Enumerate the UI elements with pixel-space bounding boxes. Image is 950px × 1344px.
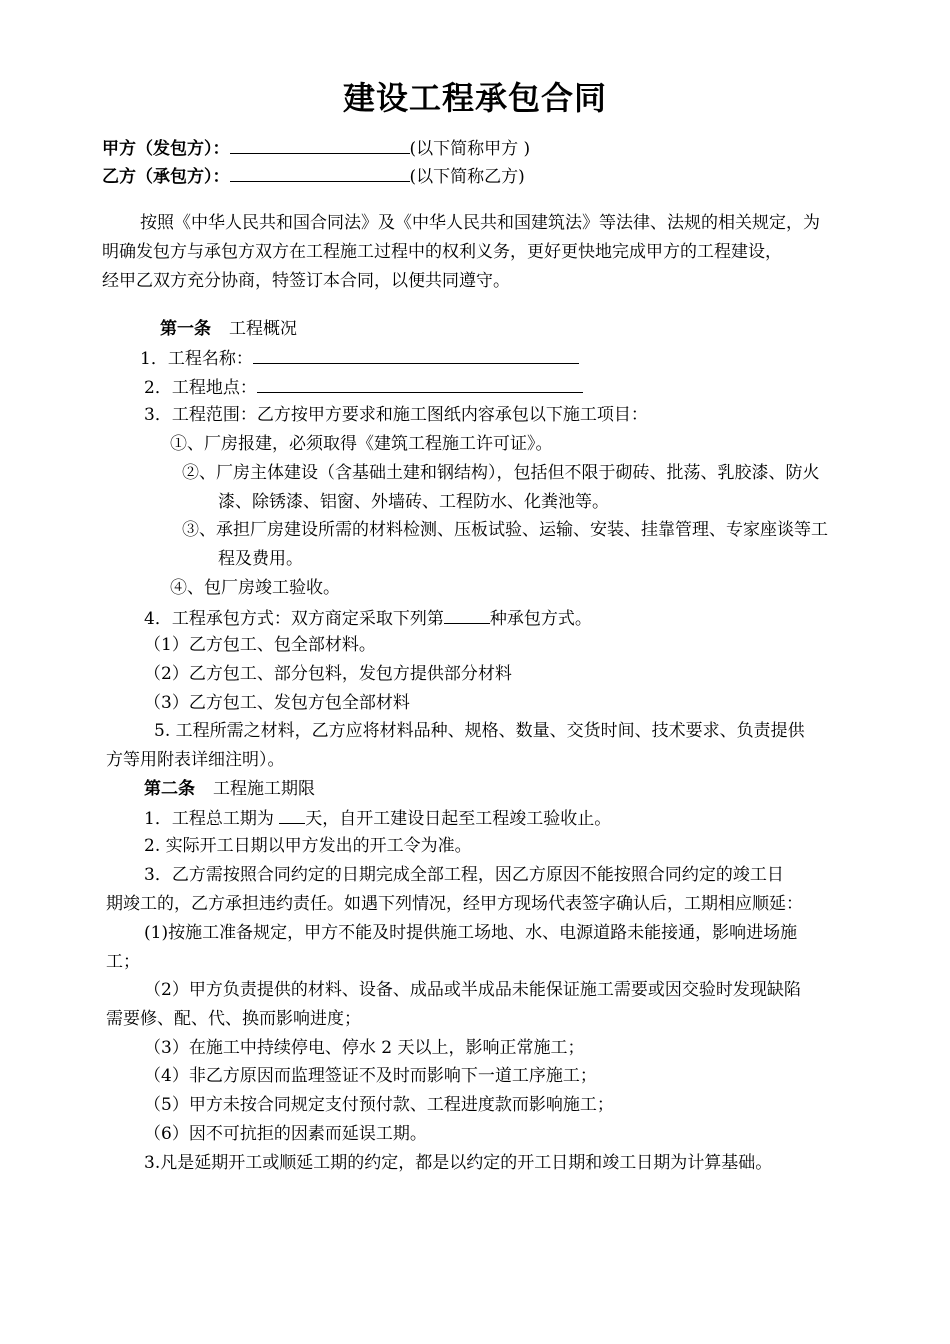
party-b-line <box>102 164 525 188</box>
intro-line-3: 经甲乙双方充分协商，特签订本合同，以便共同遵守。 <box>102 271 510 291</box>
contract-mode-line <box>144 606 592 630</box>
total-period-line <box>144 806 611 830</box>
project-name-label: 1．工程名称： <box>140 349 253 369</box>
project-location-line <box>144 375 583 399</box>
condition-6: （6）因不可抗拒的因素而延误工期。 <box>144 1124 427 1144</box>
delay-clause-line-1: 3．乙方需按照合同约定的日期完成全部工程，因乙方原因不能按照合同约定的竣工日 <box>144 865 784 885</box>
article-1-label: 第一条 <box>160 319 211 339</box>
scope-item-2-line-2: 漆、除锈漆、铝窗、外墙砖、工程防水、化粪池等。 <box>218 492 609 512</box>
party-b-suffix: (以下简称乙方) <box>409 167 525 187</box>
party-a-line <box>102 136 530 160</box>
intro-line-1: 按照《中华人民共和国合同法》及《中华人民共和国建筑法》等法律、法规的相关规定，为 <box>140 213 820 233</box>
article-1-heading <box>160 318 297 340</box>
party-b-label: 乙方（承包方）： <box>102 167 230 187</box>
project-location-label: 2．工程地点： <box>144 378 257 398</box>
condition-5: （5）甲方未按合同规定支付预付款、工程进度款而影响施工； <box>144 1095 614 1115</box>
party-a-label: 甲方（发包方）： <box>102 139 230 159</box>
article-2-heading <box>144 778 315 800</box>
party-a-suffix: (以下简称甲方 ) <box>409 139 531 159</box>
project-location-blank[interactable] <box>257 375 583 393</box>
condition-1-line-1: (1)按施工准备规定，甲方不能及时提供施工场地、水、电源道路未能接通，影响进场施 <box>144 923 798 943</box>
condition-2-line-1: （2）甲方负责提供的材料、设备、成品或半成品未能保证施工需要或因交验时发现缺陷 <box>144 980 801 1000</box>
document-title: 建设工程承包合同 <box>342 79 607 117</box>
scope-item-3-line-2: 程及费用。 <box>218 549 303 569</box>
scope-item-4: ④、包厂房竣工验收。 <box>170 578 340 598</box>
project-scope-line: 3．工程范围：乙方按甲方要求和施工图纸内容承包以下施工项目： <box>144 405 648 425</box>
materials-line-1: 5. 工程所需之材料，乙方应将材料品种、规格、数量、交货时间、技术要求、负责提供 <box>154 721 805 741</box>
project-name-line <box>140 346 579 370</box>
delay-clause-line-2: 期竣工的，乙方承担违约责任。如遇下列情况，经甲方现场代表签字确认后，工期相应顺延： <box>106 894 803 914</box>
condition-4: （4）非乙方原因而监理签证不及时而影响下一道工序施工； <box>144 1066 597 1086</box>
condition-3: （3）在施工中持续停电、停水 2 天以上，影响正常施工； <box>144 1038 585 1058</box>
total-period-suffix: 天，自开工建设日起至工程竣工验收止。 <box>305 809 612 829</box>
party-a-blank[interactable] <box>230 136 410 154</box>
article-2-title: 工程施工期限 <box>213 779 315 799</box>
condition-2-line-2: 需要修、配、代、换而影响进度； <box>106 1009 361 1029</box>
contract-mode-blank[interactable] <box>444 606 490 624</box>
start-date-line: 2. 实际开工日期以甲方发出的开工令为准。 <box>144 836 472 856</box>
scope-item-3-line-1: ③、承担厂房建设所需的材料检测、压板试验、运输、安装、挂靠管理、专家座谈等工 <box>182 520 828 540</box>
article-2-label: 第二条 <box>144 779 195 799</box>
party-b-blank[interactable] <box>230 164 410 182</box>
contract-mode-prefix: 4．工程承包方式：双方商定采取下列第 <box>144 609 444 629</box>
contract-mode-suffix: 种承包方式。 <box>489 609 592 629</box>
mode-option-3: （3）乙方包工、发包方包全部材料 <box>144 693 410 713</box>
total-period-prefix: 1．工程总工期为 <box>144 809 280 829</box>
calculation-basis-line: 3.凡是延期开工或顺延工期的约定，都是以约定的开工日期和竣工日期为计算基础。 <box>144 1153 773 1173</box>
materials-line-2: 方等用附表详细注明）。 <box>106 750 285 770</box>
mode-option-2: （2）乙方包工、部分包料，发包方提供部分材料 <box>144 664 512 684</box>
project-name-blank[interactable] <box>253 346 579 364</box>
intro-line-2: 明确发包方与承包方双方在工程施工过程中的权利义务，更好更快地完成甲方的工程建设， <box>102 242 782 262</box>
mode-option-1: （1）乙方包工、包全部材料。 <box>144 635 376 655</box>
total-period-blank[interactable] <box>279 806 305 824</box>
condition-1-line-2: 工； <box>106 952 140 972</box>
scope-item-1: ①、厂房报建，必须取得《建筑工程施工许可证》。 <box>170 434 553 454</box>
scope-item-2-line-1: ②、厂房主体建设（含基础土建和钢结构），包括但不限于砌砖、批荡、乳胶漆、防火 <box>182 463 820 483</box>
article-1-title: 工程概况 <box>229 319 297 339</box>
